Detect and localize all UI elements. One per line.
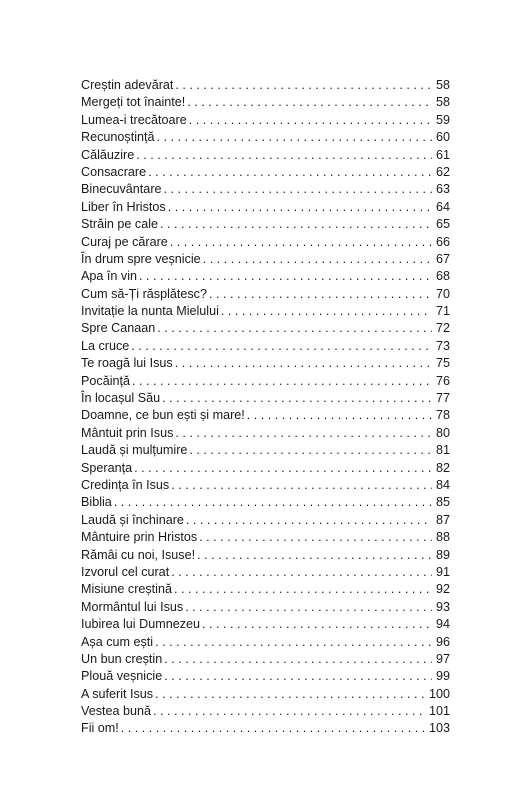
toc-dot-leader [164,651,432,668]
toc-dot-leader [175,77,432,94]
toc-entry [81,564,450,581]
toc-entry-title: Binecuvântare [81,182,162,197]
toc-entry-title: Izvorul cel curat [81,564,170,579]
toc-entry-page-number: 70 [435,286,450,301]
toc-entry-page-number: 61 [435,147,450,162]
toc-dot-leader [186,512,432,529]
toc-entry-page-number: 58 [435,78,450,92]
toc-dot-leader [171,564,432,581]
toc-entry-page-number: 82 [435,460,450,475]
toc-dot-leader [221,303,432,320]
toc-dot-leader [134,460,432,477]
toc-entry [81,547,450,564]
toc-dot-leader [153,703,425,720]
toc-entry-title: Credința în Isus [81,477,170,492]
toc-entry [81,77,450,94]
toc-entry-title: Laudă și mulțumire [81,443,188,458]
toc-entry [81,668,450,685]
toc-entry [81,390,450,407]
toc-entry [81,442,450,459]
toc-entry-title: În locașul Său [81,391,161,406]
toc-entry-page-number: 68 [435,269,450,284]
toc-entry [81,512,450,529]
toc-entry-title: Străin pe cale [81,217,159,232]
toc-entry [81,112,450,129]
toc-entry-title: Laudă și închinare [81,512,184,527]
toc-entry-title: Un bun creștin [81,651,163,666]
toc-entry-title: Invitație la nunta Mielului [81,304,219,319]
toc-entry-title: Iubirea lui Dumnezeu [81,617,201,632]
toc-entry-page-number: 89 [435,547,450,562]
toc-dot-leader [185,599,432,616]
toc-entry [81,355,450,372]
toc-entry-page-number: 66 [435,234,450,249]
toc-entry-title: La cruce [81,338,130,353]
toc-entry-title: Creștin adevărat [81,78,174,92]
toc-dot-leader [114,494,432,511]
toc-dot-leader [131,338,432,355]
toc-entry [81,286,450,303]
toc-entry [81,251,450,268]
toc-entry-title: Rămâi cu noi, Isuse! [81,547,196,562]
toc-entry-title: În drum spre veșnicie [81,251,201,266]
toc-entry [81,338,450,355]
toc-dot-leader [189,442,432,459]
toc-entry [81,181,450,198]
toc-entry-title: Așa cum ești [81,634,154,649]
toc-dot-leader [175,425,432,442]
toc-entry-page-number: 63 [435,182,450,197]
toc-entry-page-number: 100 [428,686,450,701]
toc-entry-page-number: 62 [435,164,450,179]
toc-entry-page-number: 93 [435,599,450,614]
toc-entry-page-number: 72 [435,321,450,336]
toc-entry [81,199,450,216]
toc-entry-page-number: 88 [435,530,450,545]
toc-entry [81,686,450,703]
toc-entry-title: Speranța [81,460,133,475]
toc-dot-leader [121,720,425,737]
toc-entry-page-number: 101 [428,704,450,719]
toc-entry-page-number: 99 [435,669,450,684]
toc-entry [81,425,450,442]
toc-entry [81,634,450,651]
toc-entry [81,460,450,477]
toc-entry [81,129,450,146]
toc-dot-leader [168,199,432,216]
toc-entry-title: Lumea-i trecătoare [81,112,187,127]
toc-entry-title: Spre Canaan [81,321,156,336]
toc-dot-leader [148,164,432,181]
toc-entry [81,494,450,511]
toc-entry-title: Mergeți tot înainte! [81,95,186,110]
toc-entry-title: Biblia [81,495,112,510]
toc-entry-page-number: 80 [435,425,450,440]
toc-entry-page-number: 58 [435,95,450,110]
toc-entry-title: Consacrare [81,164,147,179]
toc-entry-page-number: 81 [435,443,450,458]
toc-entry-page-number: 75 [435,356,450,371]
toc-entry-page-number: 60 [435,130,450,145]
toc-dot-leader [199,529,432,546]
toc-dot-leader [209,286,432,303]
toc-entry-page-number: 87 [435,512,450,527]
toc-entry-page-number: 71 [435,304,450,319]
toc-entry-page-number: 73 [435,338,450,353]
toc-entry-page-number: 91 [435,564,450,579]
toc-entry [81,303,450,320]
toc-entry-title: Vestea bună [81,704,152,719]
toc-entry-page-number: 92 [435,582,450,597]
toc-dot-leader [174,581,432,598]
toc-dot-leader [136,147,432,164]
toc-dot-leader [197,547,432,564]
toc-dot-leader [175,355,432,372]
toc-entry-title: Te roagă lui Isus [81,356,173,371]
toc-entry [81,94,450,111]
toc-entry-page-number: 84 [435,477,450,492]
toc-entry-title: Mormântul lui Isus [81,599,184,614]
table-of-contents [81,77,450,738]
toc-entry-title: Apa în vin [81,269,138,284]
toc-entry-page-number: 64 [435,199,450,214]
toc-entry [81,703,450,720]
toc-entry [81,581,450,598]
toc-entry-title: Cum să-Ți răsplătesc? [81,286,207,301]
toc-entry-page-number: 59 [435,112,450,127]
toc-dot-leader [189,112,432,129]
toc-entry-title: Mântuit prin Isus [81,425,174,440]
toc-entry [81,477,450,494]
toc-entry [81,234,450,251]
toc-entry-page-number: 103 [428,721,450,736]
toc-dot-leader [155,634,432,651]
toc-entry-page-number: 77 [435,391,450,406]
toc-dot-leader [203,251,432,268]
toc-entry-page-number: 78 [435,408,450,423]
toc-entry-title: Plouă veșnicie [81,669,163,684]
toc-entry [81,616,450,633]
toc-dot-leader [162,390,432,407]
toc-entry-title: Călăuzire [81,147,135,162]
toc-dot-leader [139,268,432,285]
toc-entry [81,320,450,337]
toc-dot-leader [157,129,432,146]
toc-entry [81,147,450,164]
toc-entry-title: Pocăință [81,373,131,388]
toc-dot-leader [164,668,432,685]
toc-entry-title: Doamne, ce bun ești și mare! [81,408,245,423]
toc-entry [81,373,450,390]
toc-entry [81,164,450,181]
toc-entry-page-number: 67 [435,251,450,266]
toc-entry [81,529,450,546]
toc-entry [81,216,450,233]
toc-dot-leader [160,216,432,233]
toc-entry [81,720,450,737]
toc-dot-leader [171,477,432,494]
toc-dot-leader [247,407,432,424]
toc-dot-leader [155,686,425,703]
toc-dot-leader [132,373,432,390]
toc-entry-title: Recunoștință [81,130,155,145]
toc-entry-title: Misiune creștină [81,582,172,597]
toc-entry-page-number: 97 [435,651,450,666]
toc-entry-title: Curaj pe cărare [81,234,168,249]
toc-entry-title: Mântuire prin Hristos [81,530,198,545]
toc-dot-leader [164,181,432,198]
toc-entry-page-number: 76 [435,373,450,388]
toc-dot-leader [157,320,432,337]
toc-entry-page-number: 85 [435,495,450,510]
toc-entry-title: A suferit Isus [81,686,154,701]
toc-entry [81,268,450,285]
toc-entry-title: Liber în Hristos [81,199,166,214]
toc-dot-leader [170,234,432,251]
toc-entry-page-number: 94 [435,617,450,632]
toc-dot-leader [202,616,432,633]
toc-entry [81,407,450,424]
toc-dot-leader [187,94,432,111]
toc-entry-page-number: 65 [435,217,450,232]
toc-entry-page-number: 96 [435,634,450,649]
toc-entry-title: Fii om! [81,721,119,736]
toc-entry [81,599,450,616]
toc-entry [81,651,450,668]
